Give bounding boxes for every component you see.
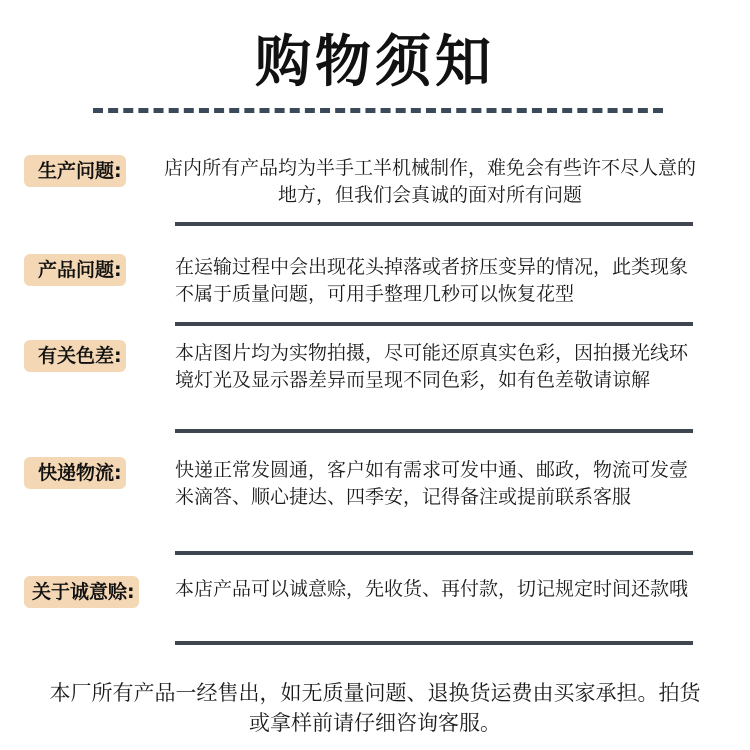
dashed-divider [93, 108, 663, 113]
section-text: 本店图片均为实物拍摄，尽可能还原真实色彩，因拍摄光线环境灯光及显示器差异而呈现不同色彩，如有色差敬请谅解 [175, 342, 689, 391]
section-text: 快递正常发圆通，客户如有需求可发中通、邮政，物流可发壹米滴答、顺心捷达、四季安，记得备注或提前联系客服 [175, 459, 689, 508]
footer-notice: 本厂所有产品一经售出，如无质量问题、退换货运费由买家承担。拍货或拿样前请仔细咨询客服。 [49, 681, 701, 735]
section-divider [175, 641, 693, 645]
section-label: 快递物流: [24, 457, 126, 489]
page-title: 购物须知 [255, 29, 495, 95]
section-label: 关于诚意赊: [24, 576, 139, 608]
section-label: 产品问题: [24, 254, 126, 286]
section-divider [175, 551, 693, 555]
section-text: 在运输过程中会出现花头掉落或者挤压变异的情况，此类现象不属于质量问题，可用手整理几秒可以恢复花型 [175, 256, 689, 305]
section-divider [175, 222, 693, 226]
section-divider [175, 429, 693, 433]
section-divider [175, 322, 693, 326]
section-label: 生产问题: [24, 155, 126, 187]
section-label: 有关色差: [24, 340, 126, 372]
section-text: 店内所有产品均为半手工半机械制作，难免会有些许不尽人意的地方，但我们会真诚的面对所有问题 [163, 157, 696, 206]
section-text: 本店产品可以诚意赊，先收货、再付款，切记规定时间还款哦 [175, 578, 689, 600]
